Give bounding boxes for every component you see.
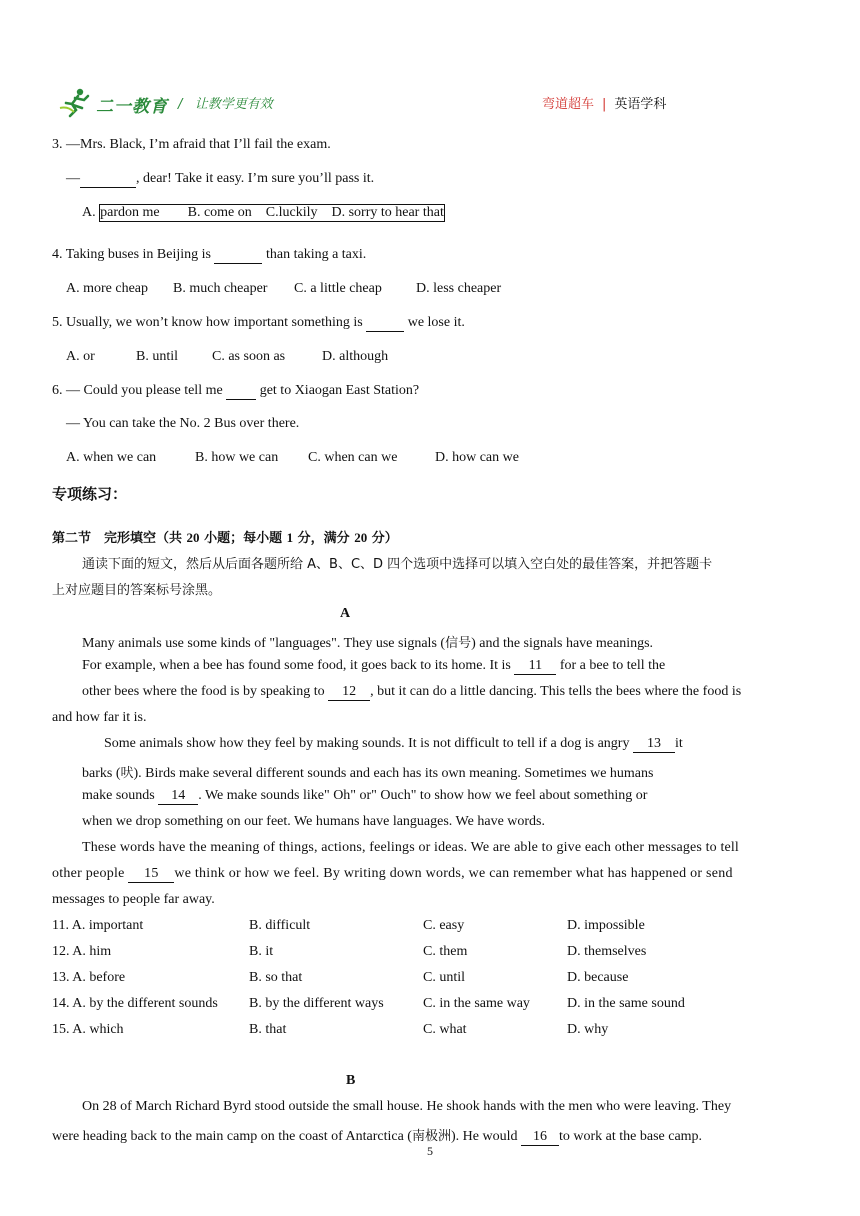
q3-options [82, 205, 445, 221]
passage-a-line-7 [82, 788, 647, 805]
pa-l1-pre: Many animals use some kinds of "languages". They use signals ( [82, 636, 446, 651]
pb-l2-pre: were heading back to the main camp on the coast of Antarctica ( [52, 1129, 412, 1144]
pa-l3-post: , but it can do a little dancing. This tells the bees where the food is [370, 684, 742, 699]
answer-13-a: 13. A. before [52, 970, 126, 985]
slogan-text: 让教学更有效 [194, 97, 273, 112]
answer-15-a: 15. A. which [52, 1022, 124, 1037]
q6-option-b: B. how we can [195, 450, 279, 465]
q3-reply-text: , dear! Take it easy. I’m sure you’ll pass it. [136, 171, 375, 186]
q4-stem-post: than taking a taxi. [265, 247, 367, 262]
passage-a-line-9: These words have the meaning of things, actions, feelings or ideas. We are able to give each other messages to tell [82, 840, 739, 855]
pa-l7-pre: make sounds [82, 788, 155, 803]
q5-option-c: C. as soon as [212, 349, 286, 364]
answer-15-b: B. that [249, 1022, 287, 1037]
header-divider: | [602, 97, 607, 112]
q4-option-a: A. more cheap [66, 281, 149, 296]
passage-a-line-3 [82, 684, 811, 701]
q6-reply: — You can take the No. 2 Bus over there. [66, 416, 300, 431]
q6-option-d: D. how can we [435, 450, 519, 465]
q5-option-d: D. although [322, 349, 389, 364]
answer-15-c: C. what [423, 1022, 467, 1037]
q4-option-d: D. less cheaper [416, 281, 502, 296]
pa-l1-post: ) and the signals have meanings. [471, 636, 654, 651]
q3-reply [66, 171, 374, 188]
q4-blank [214, 247, 262, 264]
section-title-a: 第二节 完形填空（共 [52, 531, 183, 546]
header-subject [542, 93, 666, 112]
passage-a-line-6 [82, 762, 653, 782]
q5-blank [366, 315, 404, 332]
q6-blank [226, 383, 256, 400]
passage-a-line-5 [104, 736, 683, 753]
section-title-n2: 1 [286, 530, 294, 545]
q5-stem-pre: 5. Usually, we won’t know how important something is [52, 315, 363, 330]
pa-l2-pre: For example, when a bee has found some food, it goes back to its home. It is [82, 658, 511, 673]
section-title-n3: 20 [354, 530, 368, 545]
answer-12-a: 12. A. him [52, 944, 112, 959]
q6-stem-post: get to Xiaogan East Station? [259, 383, 420, 398]
passage-a-line-2 [82, 658, 665, 675]
blank-11: 11 [514, 658, 556, 675]
q5-option-b: B. until [136, 349, 179, 364]
answer-14-d: D. in the same sound [567, 996, 685, 1011]
header-tag: 弯道超车 [542, 97, 595, 112]
answer-12-c: C. them [423, 944, 468, 959]
answer-15-d: D. why [567, 1022, 609, 1037]
q3-blank [80, 171, 136, 188]
q6-stem [52, 383, 419, 400]
section-title-b: 小题；每小题 [204, 531, 283, 546]
section-title-d: 分） [371, 531, 398, 546]
pa-l6-pre: barks ( [82, 766, 121, 781]
blank-13: 13 [633, 736, 675, 753]
passage-b-line-1: On 28 of March Richard Byrd stood outside the small house. He shook hands with the men who were leaving. They [82, 1099, 732, 1114]
passage-a-line-11: messages to people far away. [52, 892, 215, 907]
blank-14: 14 [158, 788, 198, 805]
passage-a-line-1 [82, 632, 653, 652]
pb-l2-cjk: 南极洲 [411, 1129, 451, 1144]
q6-stem-pre: 6. — Could you please tell me [52, 383, 223, 398]
blank-16: 16 [521, 1129, 559, 1146]
answer-12-b: B. it [249, 944, 274, 959]
pa-l2-post: for a bee to tell the [559, 658, 666, 673]
answer-14-c: C. in the same way [423, 996, 530, 1011]
header-subject-name: 英语学科 [614, 97, 667, 112]
answer-11-d: D. impossible [567, 918, 645, 933]
pb-l2-post: to work at the base camp. [558, 1129, 703, 1144]
section-instruction-2: 上对应题目的答案标号涂黑。 [52, 583, 222, 598]
q4-option-c: C. a little cheap [294, 281, 382, 296]
answer-13-b: B. so that [249, 970, 303, 985]
q5-stem-post: we lose it. [407, 315, 465, 330]
answer-13-c: C. until [423, 970, 466, 985]
slogan-slash: / [178, 97, 183, 112]
passage-a-line-10 [52, 866, 733, 883]
pa-l10-post: we think or how we feel. By writing down words, we can remember what has happened or send [174, 866, 733, 881]
answer-14-b: B. by the different ways [249, 996, 384, 1011]
answer-13-d: D. because [567, 970, 629, 985]
q6-option-c: C. when can we [308, 450, 398, 465]
brand-name: 二一教育 [96, 97, 168, 117]
answer-11-c: C. easy [423, 918, 465, 933]
pa-l10-pre: other people [52, 866, 125, 881]
pb-l2-mid: ). He would [450, 1129, 518, 1144]
passage-a-line-8: when we drop something on our feet. We humans have languages. We have words. [82, 814, 545, 829]
blank-15: 15 [128, 866, 174, 883]
section-instruction-1: 通读下面的短文，然后从后面各题所给 A、B、C、D 四个选项中选择可以填入空白处的最佳答案，并把答题卡 [82, 557, 713, 572]
page-number: 5 [427, 1144, 433, 1158]
pa-l6-post: ). Birds make several different sounds and each has its own meaning. Sometimes we humans [133, 766, 654, 781]
q5-stem [52, 315, 465, 332]
section-title [52, 527, 398, 546]
q4-stem [52, 247, 366, 264]
answer-11-b: B. difficult [249, 918, 311, 933]
section-title-n1: 20 [186, 530, 200, 545]
answer-14-a: 14. A. by the different sounds [52, 996, 218, 1011]
answer-11-a: 11. A. important [52, 918, 144, 933]
answer-12-d: D. themselves [567, 944, 647, 959]
pa-l5-post: it [674, 736, 683, 751]
practice-title: 专项练习： [52, 485, 128, 503]
pa-l7-post: . We make sounds like" Oh" or" Ouch" to show how we feel about something or [198, 788, 648, 803]
pa-l5-pre: Some animals show how they feel by making sounds. It is not difficult to tell if a dog is angry [104, 736, 630, 751]
logo-runner-icon [58, 86, 94, 118]
passage-b-label: B [346, 1073, 356, 1088]
pa-l6-cjk: 吠 [120, 766, 134, 781]
passage-b-line-2 [52, 1125, 702, 1146]
q5-option-a: A. or [66, 349, 95, 364]
passage-a-label: A [340, 606, 351, 621]
section-title-c: 分，满分 [297, 531, 350, 546]
blank-12: 12 [328, 684, 370, 701]
q3-stem: 3. —Mrs. Black, I’m afraid that I’ll fail the exam. [52, 137, 331, 152]
q4-option-b: B. much cheaper [173, 281, 268, 296]
passage-a-line-4: and how far it is. [52, 710, 147, 725]
slogan [178, 93, 273, 112]
q3-option-prefix: A. [82, 205, 96, 220]
pa-l3-pre: other bees where the food is by speaking to [82, 684, 325, 699]
q3-options-box: pardon me B. come on C.luckily D. sorry to hear that [100, 205, 444, 220]
q3-dash: — [66, 171, 80, 186]
q4-stem-pre: 4. Taking buses in Beijing is [52, 247, 211, 262]
q6-option-a: A. when we can [66, 450, 157, 465]
pa-l1-cjk: 信号 [445, 636, 472, 651]
